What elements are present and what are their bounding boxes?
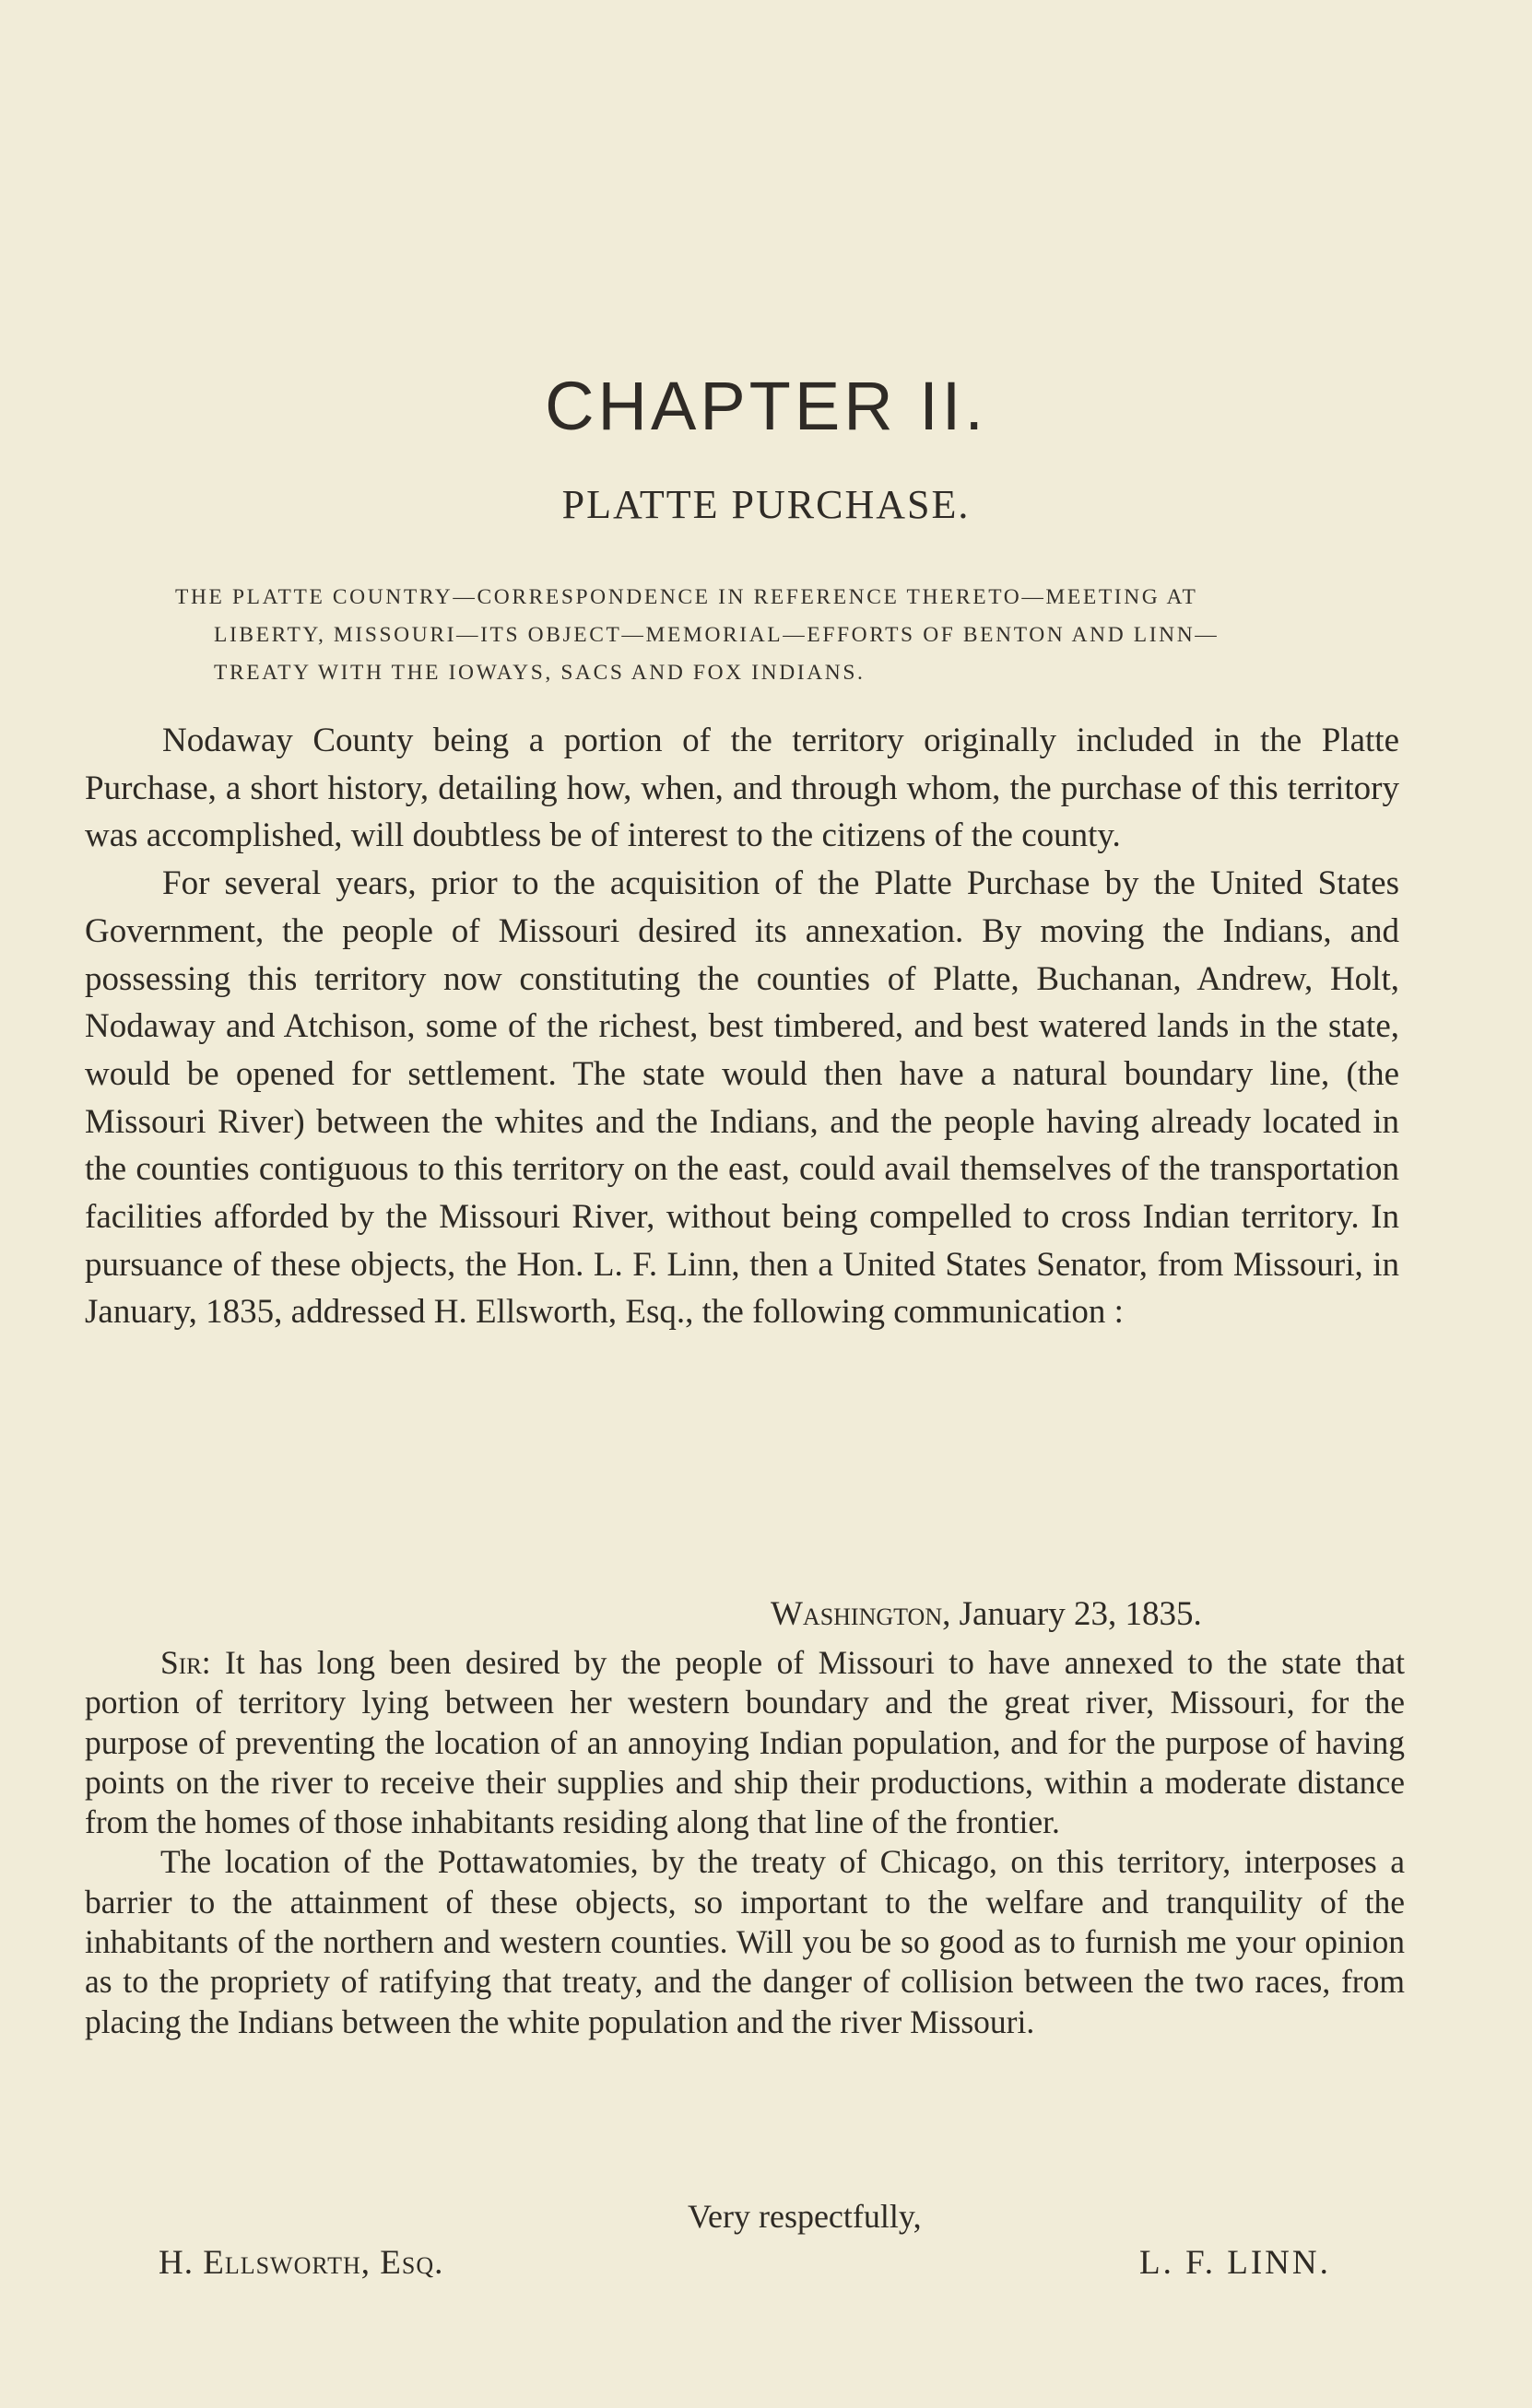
letter-body <box>85 1643 1405 2042</box>
chapter-synopsis <box>175 579 1410 692</box>
body-text <box>85 717 1399 1336</box>
letter-signature: L. F. LINN. <box>1139 2244 1331 2282</box>
synopsis-line: LIBERTY, MISSOURI—ITS OBJECT—MEMORIAL—EFFORTS OF BENTON AND LINN— <box>214 623 1220 647</box>
letter-addressee: H. Ellsworth, Esq. <box>159 2244 444 2282</box>
dateline-place: Washington <box>771 1595 943 1633</box>
synopsis-line: TREATY WITH THE IOWAYS, SACS AND FOX INDIANS. <box>214 661 866 685</box>
body-paragraph: For several years, prior to the acquisition of the Platte Purchase by the United States Government, the people of Missouri desired its annexation. By moving the Indians, and possessing this territory now constituting the counties of Platte, Buchanan, Andrew, Holt, Nodaway and Atchison, some of the richest, best timbered, and best watered lands in the state, would be opened for settlement. The state would then have a natural boundary line, (the Missouri River) between the whites and the Indians, and the people having already located in the counties contiguous to this territory on the east, could avail themselves of the transportation facilities afforded by the Missouri River, without being compelled to cross Indian territory. In pursuance of these objects, the Hon. L. F. Linn, then a United States Senator, from Missouri, in January, 1835, addressed H. Ellsworth, Esq., the following communication : <box>85 864 1399 1332</box>
letter-paragraph <box>85 1643 1405 1842</box>
chapter-title: CHAPTER II. <box>545 368 987 444</box>
body-paragraph: Nodaway County being a portion of the territory originally included in the Platte Purchase, a short history, detailing how, when, and through whom, the purchase of this territory was accomplished, will doubtless be of interest to the citizens of the county. <box>85 722 1399 855</box>
letter-closing: Very respectfully, <box>688 2198 922 2235</box>
letter-paragraph-text: : It has long been desired by the people of Missouri to have annexed to the state that portion of territory lying between her western boundary and the great river, Missouri, for the purpose of preventing the location of an annoying Indian population, and for the purpose of having points on the river to receive their supplies and ship their productions, within a moderate distance from the homes of those inhabitants residing along that line of the frontier. <box>85 1644 1405 1841</box>
letter-dateline <box>771 1594 1361 1634</box>
dateline-date: , January 23, 1835. <box>942 1595 1202 1633</box>
letter-paragraph: The location of the Pottawatomies, by the treaty of Chicago, on this territory, interposes a barrier to the attainment of these objects, so important to the welfare and tranquility of the inhabitants of the northern and western counties. Will you be so good as to furnish me your opinion as to the propriety of ratifying that treaty, and the danger of collision between the two races, from placing the Indians between the white population and the river Missouri. <box>85 1843 1405 2040</box>
chapter-subtitle: PLATTE PURCHASE. <box>561 482 971 527</box>
synopsis-line: THE PLATTE COUNTRY—CORRESPONDENCE IN REFERENCE THERETO—MEETING AT <box>175 585 1198 609</box>
letter-salutation: Sir <box>160 1644 202 1681</box>
